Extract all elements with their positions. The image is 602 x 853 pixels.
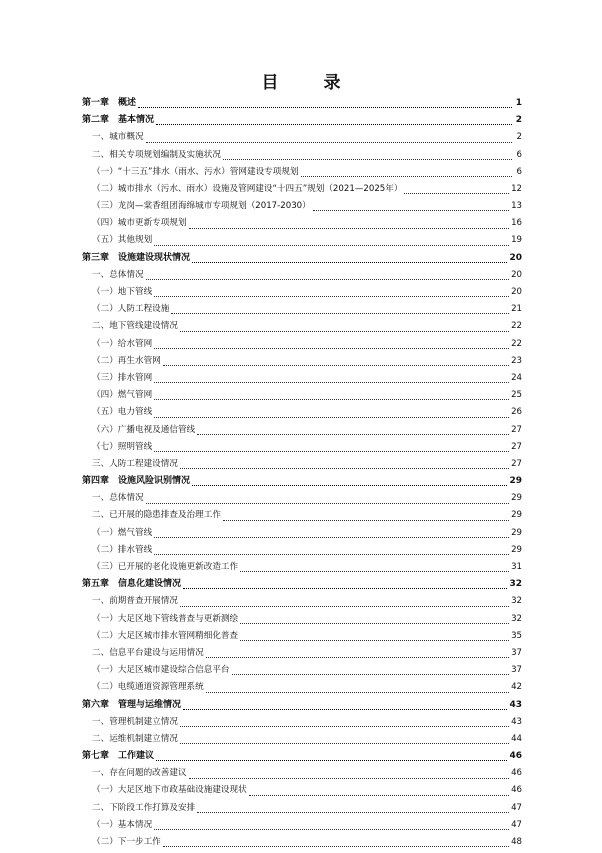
toc-entry-title: （二）下一步工作 bbox=[92, 837, 161, 848]
toc-section-entry[interactable] bbox=[82, 129, 522, 146]
toc-page-number: 2 bbox=[515, 115, 522, 126]
toc-dot-leader bbox=[240, 623, 509, 624]
toc-page-number: 23 bbox=[511, 355, 522, 366]
toc-dot-leader bbox=[180, 726, 509, 727]
toc-page-number: 20 bbox=[509, 252, 522, 263]
toc-page-number: 29 bbox=[509, 476, 522, 487]
toc-dot-leader bbox=[154, 399, 509, 400]
toc-page-number: 44 bbox=[511, 733, 522, 744]
toc-chapter-entry[interactable] bbox=[82, 748, 522, 765]
toc-entry-title: 一、总体情况 bbox=[92, 269, 144, 280]
toc-page-number: 26 bbox=[511, 407, 522, 418]
toc-page-number: 37 bbox=[511, 647, 522, 658]
toc-section-entry[interactable] bbox=[82, 215, 522, 232]
toc-entry-title: （一）燃气管线 bbox=[92, 527, 153, 538]
toc-dot-leader bbox=[183, 709, 507, 710]
toc-page-number: 20 bbox=[511, 269, 522, 280]
toc-entry-title: （二）电缆通道资源管理系统 bbox=[92, 682, 204, 693]
toc-dot-leader bbox=[183, 588, 507, 589]
toc-page-number: 2 bbox=[516, 132, 522, 143]
toc-section-entry[interactable] bbox=[82, 765, 522, 782]
toc-entry-title: 第七章 工作建议 bbox=[82, 751, 155, 762]
toc-entry-title: （三）已开展的老化设施更新改造工作 bbox=[92, 562, 239, 573]
toc-entry-title: （二）人防工程设施 bbox=[92, 304, 170, 315]
toc-section-entry[interactable] bbox=[82, 611, 522, 628]
toc-page-number: 6 bbox=[516, 149, 522, 160]
toc-entry-title: 第三章 设施建设现状情况 bbox=[82, 252, 191, 263]
toc-dot-leader bbox=[189, 228, 510, 229]
toc-entry-title: 二、相关专项规划编制及实施状况 bbox=[92, 149, 221, 160]
toc-dot-leader bbox=[189, 778, 510, 779]
toc-section-entry[interactable] bbox=[82, 147, 522, 164]
toc-page-number: 46 bbox=[509, 751, 522, 762]
toc-section-entry[interactable] bbox=[82, 301, 522, 318]
toc-entry-title: （二）城市排水（污水、雨水）设施及管网建设“十四五”规划（2021—2025年） bbox=[92, 183, 403, 194]
toc-page-number: 1 bbox=[515, 97, 522, 108]
toc-dot-leader bbox=[223, 159, 512, 160]
toc-section-entry[interactable] bbox=[82, 731, 522, 748]
toc-section-entry[interactable] bbox=[82, 387, 522, 404]
toc-dot-leader bbox=[206, 692, 509, 693]
toc-dot-leader bbox=[154, 451, 509, 452]
toc-entry-title: 二、运维机制建立情况 bbox=[92, 733, 178, 744]
table-of-contents bbox=[82, 95, 522, 851]
toc-section-entry[interactable] bbox=[82, 783, 522, 800]
toc-entry-title: （一）基本情况 bbox=[92, 819, 153, 830]
toc-section-entry[interactable] bbox=[82, 662, 522, 679]
toc-page-number: 22 bbox=[511, 338, 522, 349]
toc-entry-title: 一、总体情况 bbox=[92, 493, 144, 504]
toc-dot-leader bbox=[154, 296, 509, 297]
toc-section-entry[interactable] bbox=[82, 834, 522, 851]
toc-dot-leader bbox=[154, 382, 509, 383]
toc-entry-title: 第四章 设施风险识别情况 bbox=[82, 476, 191, 487]
toc-page-number: 27 bbox=[511, 441, 522, 452]
toc-dot-leader bbox=[154, 417, 509, 418]
toc-dot-leader bbox=[146, 503, 509, 504]
toc-dot-leader bbox=[156, 760, 507, 761]
toc-dot-leader bbox=[154, 245, 509, 246]
toc-entry-title: （五）电力管线 bbox=[92, 407, 153, 418]
toc-page-number: 27 bbox=[511, 458, 522, 469]
toc-page-number: 43 bbox=[509, 699, 522, 710]
toc-section-entry[interactable] bbox=[82, 370, 522, 387]
toc-section-entry[interactable] bbox=[82, 559, 522, 576]
toc-page-number: 21 bbox=[511, 304, 522, 315]
toc-page-number: 32 bbox=[511, 596, 522, 607]
toc-section-entry[interactable] bbox=[82, 439, 522, 456]
toc-entry-title: （四）燃气管网 bbox=[92, 390, 153, 401]
toc-page-number: 31 bbox=[511, 562, 522, 573]
toc-section-entry[interactable] bbox=[82, 628, 522, 645]
toc-entry-title: （二）大足区城市排水管网精细化普查 bbox=[92, 630, 239, 641]
toc-dot-leader bbox=[240, 640, 509, 641]
toc-dot-leader bbox=[313, 210, 509, 211]
toc-chapter-entry[interactable] bbox=[82, 95, 522, 112]
toc-dot-leader bbox=[404, 193, 509, 194]
toc-entry-title: 第五章 信息化建设情况 bbox=[82, 579, 182, 590]
toc-section-entry[interactable] bbox=[82, 714, 522, 731]
toc-section-entry[interactable] bbox=[82, 817, 522, 834]
toc-section-entry[interactable] bbox=[82, 318, 522, 335]
toc-section-entry[interactable] bbox=[82, 284, 522, 301]
toc-section-entry[interactable] bbox=[82, 181, 522, 198]
toc-dot-leader bbox=[163, 846, 509, 847]
toc-dot-leader bbox=[301, 176, 512, 177]
page-title: 目 录 bbox=[261, 73, 355, 93]
toc-page-number: 32 bbox=[509, 579, 522, 590]
toc-dot-leader bbox=[232, 674, 510, 675]
toc-page-number: 12 bbox=[511, 183, 522, 194]
toc-dot-leader bbox=[197, 812, 509, 813]
toc-entry-title: 一、存在问题的改善建议 bbox=[92, 768, 187, 779]
toc-section-entry[interactable] bbox=[82, 404, 522, 421]
toc-dot-leader bbox=[180, 743, 509, 744]
toc-dot-leader bbox=[180, 468, 509, 469]
toc-dot-leader bbox=[192, 262, 507, 263]
toc-page-number: 22 bbox=[511, 321, 522, 332]
toc-dot-leader bbox=[192, 485, 507, 486]
toc-chapter-entry[interactable] bbox=[82, 576, 522, 593]
toc-entry-title: 二、信息平台建设与运用情况 bbox=[92, 647, 204, 658]
toc-section-entry[interactable] bbox=[82, 593, 522, 610]
toc-section-entry[interactable] bbox=[82, 542, 522, 559]
toc-page-number: 19 bbox=[511, 235, 522, 246]
toc-dot-leader bbox=[163, 365, 509, 366]
toc-dot-leader bbox=[156, 124, 512, 125]
toc-section-entry[interactable] bbox=[82, 267, 522, 284]
toc-page-number: 47 bbox=[511, 802, 522, 813]
toc-section-entry[interactable] bbox=[82, 645, 522, 662]
toc-entry-title: （三）排水管网 bbox=[92, 372, 153, 383]
toc-page-number: 29 bbox=[511, 544, 522, 555]
toc-dot-leader bbox=[154, 537, 509, 538]
toc-entry-title: （二）排水管线 bbox=[92, 544, 153, 555]
toc-entry-title: 第二章 基本情况 bbox=[82, 115, 155, 126]
toc-section-entry[interactable] bbox=[82, 336, 522, 353]
toc-dot-leader bbox=[171, 313, 509, 314]
toc-entry-title: （一）大足区地下管线普查与更新测绘 bbox=[92, 613, 239, 624]
toc-page-number: 6 bbox=[516, 166, 522, 177]
toc-entry-title: 一、城市概况 bbox=[92, 132, 144, 143]
toc-page-number: 48 bbox=[511, 837, 522, 848]
toc-page-number: 46 bbox=[511, 768, 522, 779]
toc-page-number: 29 bbox=[511, 527, 522, 538]
toc-section-entry[interactable] bbox=[82, 233, 522, 250]
toc-dot-leader bbox=[154, 829, 509, 830]
toc-chapter-entry[interactable] bbox=[82, 250, 522, 267]
toc-entry-title: （一）地下管线 bbox=[92, 287, 153, 298]
toc-page-number: 29 bbox=[511, 510, 522, 521]
toc-entry-title: 二、下阶段工作打算及安排 bbox=[92, 802, 196, 813]
toc-section-entry[interactable] bbox=[82, 456, 522, 473]
toc-chapter-entry[interactable] bbox=[82, 473, 522, 490]
toc-section-entry[interactable] bbox=[82, 353, 522, 370]
toc-section-entry[interactable] bbox=[82, 422, 522, 439]
toc-entry-title: （二）再生水管网 bbox=[92, 355, 161, 366]
toc-dot-leader bbox=[138, 107, 512, 108]
toc-dot-leader bbox=[240, 571, 509, 572]
toc-entry-title: （一）大足区城市建设综合信息平台 bbox=[92, 665, 230, 676]
toc-page-number: 25 bbox=[511, 390, 522, 401]
toc-section-entry[interactable] bbox=[82, 525, 522, 542]
toc-entry-title: （一）大足区地下市政基础设施建设现状 bbox=[92, 785, 247, 796]
toc-page-number: 46 bbox=[511, 785, 522, 796]
toc-dot-leader bbox=[180, 331, 509, 332]
toc-entry-title: 三、人防工程建设情况 bbox=[92, 458, 178, 469]
toc-entry-title: （一）“十三五”排水（雨水、污水）管网建设专项规划 bbox=[92, 166, 299, 177]
toc-entry-title: 一、前期普查开展情况 bbox=[92, 596, 178, 607]
toc-entry-title: （六）广播电视及通信管线 bbox=[92, 424, 196, 435]
toc-page-number: 27 bbox=[511, 424, 522, 435]
toc-section-entry[interactable] bbox=[82, 164, 522, 181]
toc-dot-leader bbox=[154, 554, 509, 555]
toc-dot-leader bbox=[146, 142, 512, 143]
toc-chapter-entry[interactable] bbox=[82, 112, 522, 129]
toc-page-number: 13 bbox=[511, 201, 522, 212]
toc-entry-title: （七）照明管线 bbox=[92, 441, 153, 452]
toc-entry-title: 二、地下管线建设情况 bbox=[92, 321, 178, 332]
toc-chapter-entry[interactable] bbox=[82, 697, 522, 714]
toc-entry-title: 二、已开展的隐患排查及治理工作 bbox=[92, 510, 221, 521]
toc-page-number: 29 bbox=[511, 493, 522, 504]
toc-dot-leader bbox=[146, 279, 509, 280]
toc-page-number: 24 bbox=[511, 372, 522, 383]
toc-page-number: 20 bbox=[511, 287, 522, 298]
toc-section-entry[interactable] bbox=[82, 679, 522, 696]
toc-entry-title: 一、管理机制建立情况 bbox=[92, 716, 178, 727]
toc-page-number: 35 bbox=[511, 630, 522, 641]
toc-entry-title: （一）给水管网 bbox=[92, 338, 153, 349]
toc-page-number: 16 bbox=[511, 218, 522, 229]
toc-dot-leader bbox=[249, 795, 509, 796]
toc-section-entry[interactable] bbox=[82, 490, 522, 507]
toc-page-number: 47 bbox=[511, 819, 522, 830]
toc-page-number: 43 bbox=[511, 716, 522, 727]
toc-dot-leader bbox=[223, 520, 509, 521]
toc-entry-title: （三）龙岗—棠香组团海绵城市专项规划（2017-2030） bbox=[92, 201, 311, 212]
toc-section-entry[interactable] bbox=[82, 800, 522, 817]
toc-entry-title: （五）其他规划 bbox=[92, 235, 153, 246]
toc-page-number: 37 bbox=[511, 665, 522, 676]
toc-dot-leader bbox=[197, 434, 509, 435]
toc-entry-title: 第六章 管理与运维情况 bbox=[82, 699, 182, 710]
toc-section-entry[interactable] bbox=[82, 508, 522, 525]
toc-dot-leader bbox=[180, 606, 509, 607]
toc-entry-title: 第一章 概述 bbox=[82, 97, 137, 108]
toc-entry-title: （四）城市更新专项规划 bbox=[92, 218, 187, 229]
toc-section-entry[interactable] bbox=[82, 198, 522, 215]
toc-dot-leader bbox=[154, 348, 509, 349]
toc-page-number: 32 bbox=[511, 613, 522, 624]
toc-dot-leader bbox=[206, 657, 509, 658]
toc-page-number: 42 bbox=[511, 682, 522, 693]
